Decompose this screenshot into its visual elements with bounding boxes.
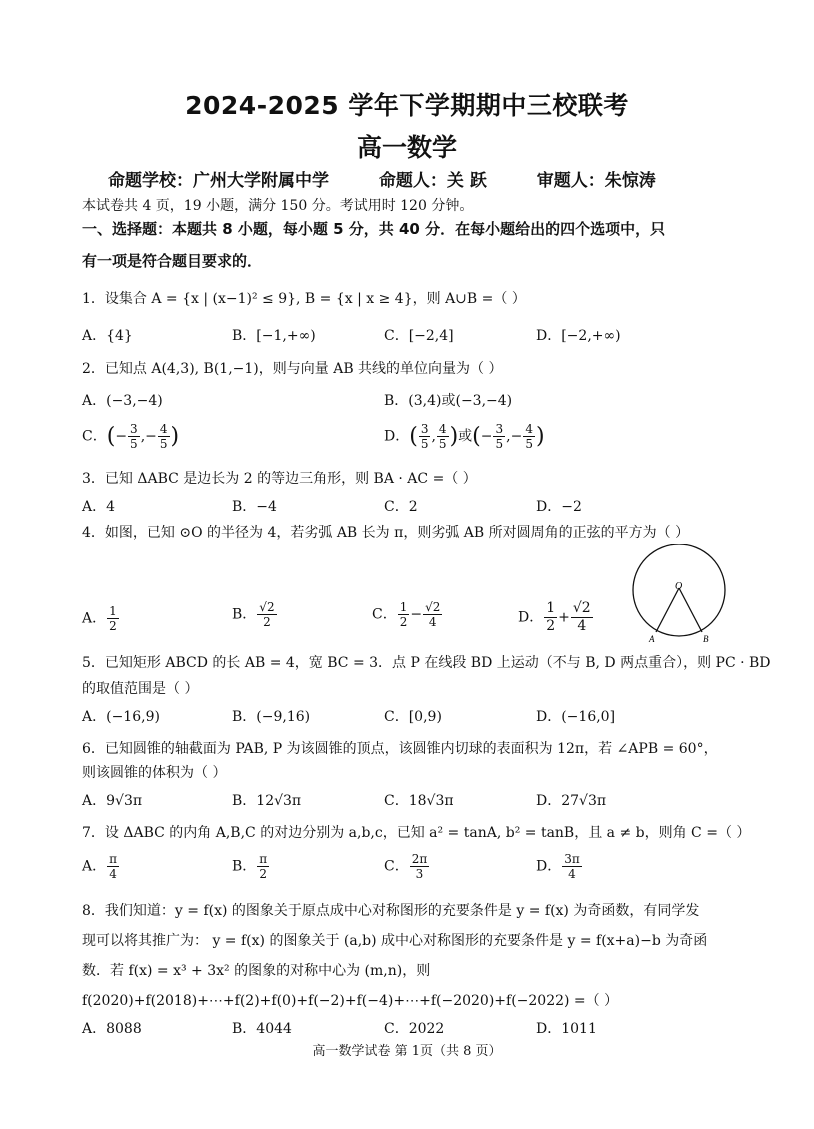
- exam-subject: 高一数学: [356, 133, 457, 162]
- fraction: $\frac{1}{2}$: [109, 604, 117, 633]
- fraction: $\frac{3\pi}{4}$: [564, 852, 580, 881]
- point-a-label: A: [649, 634, 655, 644]
- q5-option-a: A．(−16,9): [82, 709, 160, 725]
- q5-option-b: B．(−9,16): [232, 709, 311, 725]
- q8-line2: 现可以将其推广为： y = f(x) 的图象关于 (a,b) 成中心对称图形的充要条件是 y = f(x+a)−b 为奇函: [82, 933, 708, 949]
- point-b-label: B: [703, 634, 709, 644]
- q2-option-d-label: D．: [384, 428, 410, 445]
- q6-option-c: C．18√3π: [384, 793, 454, 809]
- fraction: $\frac{4}{5}$: [438, 422, 447, 451]
- q4-option-b-label: B．: [232, 606, 257, 623]
- q4-option-d: D． $\frac{1}{2}$ + $\frac{√2}{4}$: [518, 600, 591, 634]
- q6-option-d: D．27√3π: [536, 793, 607, 809]
- q8-line3: 数．若 f(x) = x³ + 3x² 的图象的对称中心为 (m,n)，则: [82, 963, 431, 979]
- fraction: $\frac{1}{2}$: [546, 600, 556, 634]
- exam-info: 本试卷共 4 页，19 小题，满分 150 分。考试用时 120 分钟。: [82, 198, 474, 214]
- q1-stem: 1．设集合 A = {x | (x−1)² ≤ 9}, B = {x | x ≥ 4}，则 A∪B =（ ）: [82, 291, 526, 307]
- author-line: [108, 166, 656, 191]
- fraction: $\frac{1}{2}$: [399, 600, 408, 629]
- q6-option-a: A．9√3π: [82, 793, 143, 809]
- q7-option-c-label: C．: [384, 858, 409, 875]
- q6-option-b: B．12√3π: [232, 793, 302, 809]
- q5-option-c: C．[0,9): [384, 709, 442, 725]
- q8-option-c: C．2022: [384, 1021, 445, 1037]
- school-label: 命题学校：广州大学附属中学: [108, 171, 329, 191]
- q7-option-d-label: D．: [536, 858, 562, 875]
- q5-stem-line1: 5．已知矩形 ABCD 的长 AB = 4，宽 BC = 3．点 P 在线段 BD 上运动（不与 B, D 两点重合），则 PC · BD: [82, 655, 771, 671]
- q4-option-c: C． $\frac{1}{2}$ − $\frac{√2}{4}$: [372, 600, 441, 629]
- fraction: $\frac{√2}{4}$: [572, 600, 591, 634]
- q6-stem-line2: 则该圆锥的体积为（ ）: [82, 765, 227, 781]
- fraction: $\frac{3}{5}$: [495, 422, 504, 451]
- q8-option-d: D．1011: [536, 1021, 597, 1037]
- fraction: $\frac{4}{5}$: [159, 422, 168, 451]
- q3-option-d: D．−2: [536, 499, 582, 515]
- q1-option-c: C．[−2,4]: [384, 328, 454, 344]
- point-o-label: O: [675, 581, 683, 592]
- radius-oa: [656, 588, 679, 632]
- q4-option-d-label: D．: [518, 609, 544, 626]
- exam-title: 2024-2025 学年下学期期中三校联考: [185, 91, 629, 120]
- q1-option-a: A．{4}: [82, 328, 133, 344]
- fraction: $\frac{\pi}{4}$: [109, 852, 118, 881]
- q5-option-d: D．(−16,0]: [536, 709, 616, 725]
- q3-option-c: C．2: [384, 499, 418, 515]
- q4-option-c-label: C．: [372, 606, 397, 623]
- q7-option-c: [384, 852, 430, 881]
- q2-option-d: D．( $\frac{3}{5}$ , $\frac{4}{5}$ )或(− $\frac{3}{5}$ ,− $\frac{4}{5}$ ): [384, 422, 545, 451]
- q3-stem: 3．已知 ΔABC 是边长为 2 的等边三角形，则 BA · AC =（ ）: [82, 471, 477, 487]
- q8-line1: 8．我们知道：y = f(x) 的图象关于原点成中心对称图形的充要条件是 y = f(x) 为奇函数，有同学发: [82, 903, 700, 919]
- section-heading-line2: 有一项是符合题目要求的．: [82, 252, 263, 270]
- q7-option-b-label: B．: [232, 858, 257, 875]
- fraction: $\frac{2\pi}{3}$: [411, 852, 428, 881]
- q7-option-b: [232, 852, 270, 881]
- fraction: $\frac{3}{5}$: [130, 422, 138, 451]
- page-footer: 高一数学试卷 第 1页（共 8 页）: [312, 1044, 502, 1059]
- q8-line4: f(2020)+f(2018)+⋯+f(2)+f(0)+f(−2)+f(−4)+⋯+f(−2020)+f(−2022) =（ ）: [82, 993, 619, 1009]
- or-label: 或: [458, 428, 473, 445]
- q5-stem-line2: 的取值范围是（ ）: [82, 681, 199, 697]
- reviewer-label: 审题人：朱惊涛: [536, 171, 656, 191]
- q2-option-a: A．(−3,−4): [82, 393, 163, 409]
- q4-option-b: [232, 600, 278, 629]
- q7-option-a: [82, 852, 120, 881]
- q4-option-a-label: A．: [82, 610, 107, 627]
- fraction: $\frac{√2}{2}$: [259, 600, 275, 629]
- q2-option-b: B．(3,4)或(−3,−4): [384, 393, 513, 409]
- q2-option-c-label: C．: [82, 428, 107, 445]
- q3-option-b: B．−4: [232, 499, 277, 515]
- circle-diagram: [628, 544, 732, 644]
- q8-option-b: B．4044: [232, 1021, 292, 1037]
- q2-stem: 2．已知点 A(4,3), B(1,−1)，则与向量 AB 共线的单位向量为（ ）: [82, 361, 503, 377]
- q4-stem: 4．如图，已知 ⊙O 的半径为 4，若劣弧 AB 长为 π，则劣弧 AB 所对圆周角的正弦的平方为（ ）: [82, 525, 690, 541]
- q1-option-d: D．[−2,+∞): [536, 328, 621, 344]
- q2-option-c: C．(− $\frac{3}{5}$ ,− $\frac{4}{5}$ ): [82, 422, 180, 451]
- fraction: $\frac{\pi}{2}$: [259, 852, 268, 881]
- fraction: $\frac{√2}{4}$: [425, 600, 441, 629]
- q7-option-d: [536, 852, 583, 881]
- q6-stem-line1: 6．已知圆锥的轴截面为 PAB, P 为该圆锥的顶点，该圆锥内切球的表面积为 12π，若 ∠APB = 60°，: [82, 741, 718, 757]
- section-heading-line1: 一、选择题：本题共 8 小题，每小题 5 分，共 40 分．在每小题给出的四个选项中，只: [82, 220, 666, 238]
- q1-option-b: B．[−1,+∞): [232, 328, 316, 344]
- radius-ob: [679, 588, 702, 632]
- q7-option-a-label: A．: [82, 858, 107, 875]
- fraction: $\frac{4}{5}$: [525, 422, 533, 451]
- author-label: 命题人：关 跃: [378, 171, 487, 191]
- q4-option-a: [82, 604, 120, 633]
- fraction: $\frac{3}{5}$: [420, 422, 429, 451]
- q7-stem: 7．设 ΔABC 的内角 A,B,C 的对边分别为 a,b,c，已知 a² = tanA, b² = tanB，且 a ≠ b，则角 C =（ ）: [82, 825, 751, 841]
- q3-option-a: A．4: [82, 499, 116, 515]
- q8-option-a: A．8088: [82, 1021, 142, 1037]
